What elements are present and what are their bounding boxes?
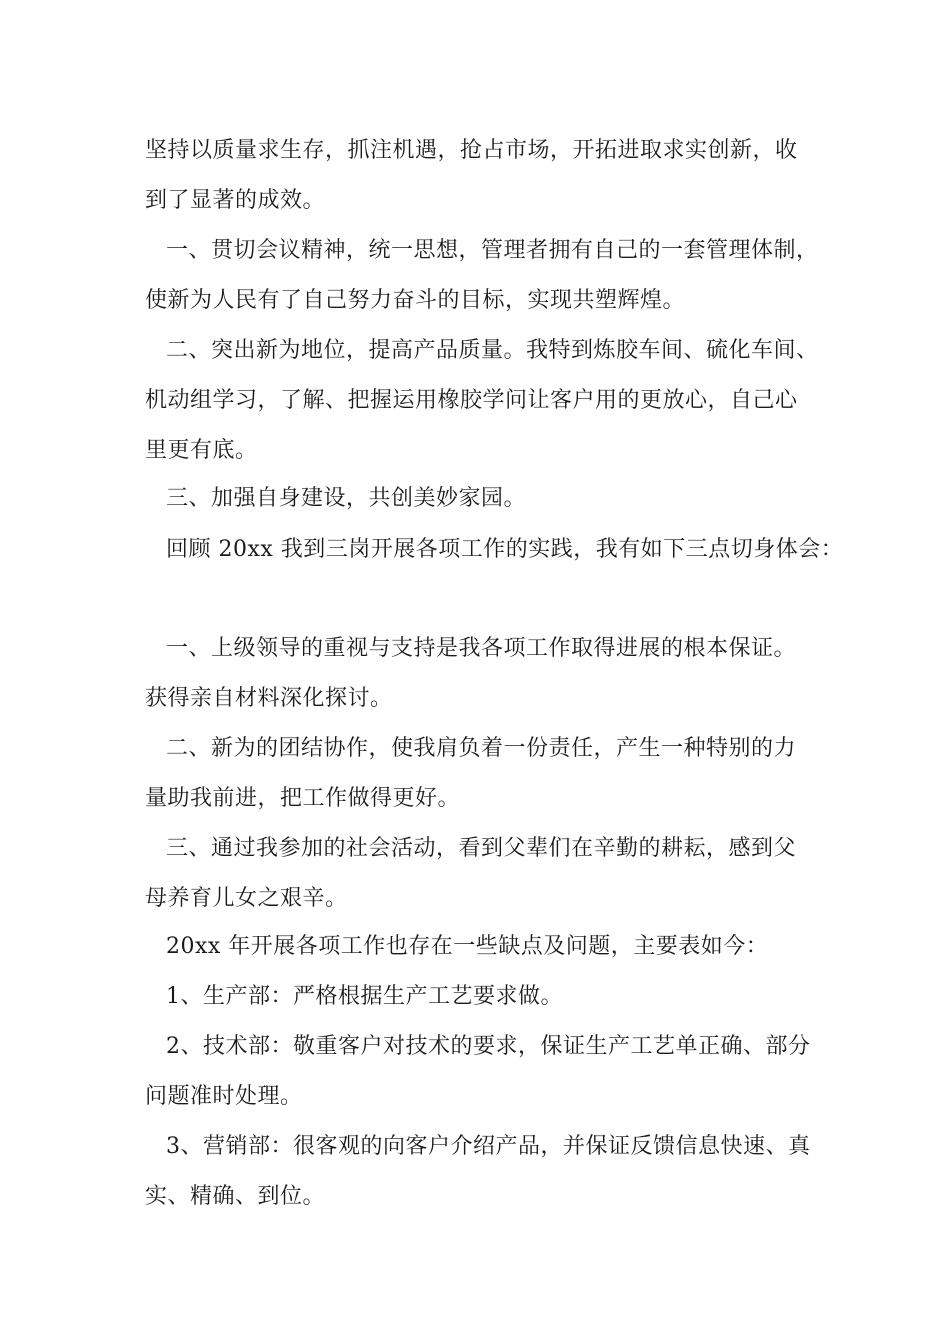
paragraph-line: 使新为人民有了自己努力奋斗的目标，实现共塑辉煌。 [145, 288, 686, 313]
paragraph-line: 三、通过我参加的社会活动，看到父辈们在辛勤的耕耘，感到父 [166, 836, 797, 861]
paragraph-line: 1、生产部：严格根据生产工艺要求做。 [166, 984, 563, 1009]
paragraph-line: 二、突出新为地位，提高产品质量。我特到炼胶车间、硫化车间、 [166, 338, 819, 363]
paragraph-line: 母养育儿女之艰辛。 [145, 886, 348, 911]
paragraph-line: 实、精确、到位。 [145, 1184, 326, 1209]
paragraph-line: 里更有底。 [145, 438, 258, 463]
paragraph-line: 一、贯切会议精神，统一思想，管理者拥有自己的一套管理体制， [166, 238, 819, 263]
paragraph-line: 机动组学习，了解、把握运用橡胶学问让客户用的更放心，自己心 [145, 388, 798, 413]
paragraph-line: 获得亲自材料深化探讨。 [145, 686, 393, 711]
paragraph-line: 回顾 20xx 我到三岗开展各项工作的实践，我有如下三点切身体会： [166, 537, 844, 562]
paragraph-line: 2、技术部：敬重客户对技术的要求，保证生产工艺单正确、部分 [166, 1034, 811, 1059]
paragraph-line: 量助我前进，把工作做得更好。 [145, 786, 461, 811]
paragraph-line: 到了显著的成效。 [145, 188, 326, 213]
paragraph-line: 20xx 年开展各项工作也存在一些缺点及问题，主要表如今： [166, 934, 769, 959]
paragraph-line: 3、营销部：很客观的向客户介绍产品，并保证反馈信息快速、真 [166, 1134, 811, 1159]
paragraph-line: 三、加强自身建设，共创美妙家园。 [166, 486, 527, 511]
paragraph-line: 二、新为的团结协作，使我肩负着一份责任，产生一种特别的力 [166, 736, 797, 761]
paragraph-line: 问题准时处理。 [145, 1084, 303, 1109]
paragraph-line: 一、上级领导的重视与支持是我各项工作取得进展的根本保证。 [166, 636, 797, 661]
paragraph-line: 坚持以质量求生存，抓注机遇，抢占市场，开拓进取求实创新，收 [145, 138, 798, 163]
